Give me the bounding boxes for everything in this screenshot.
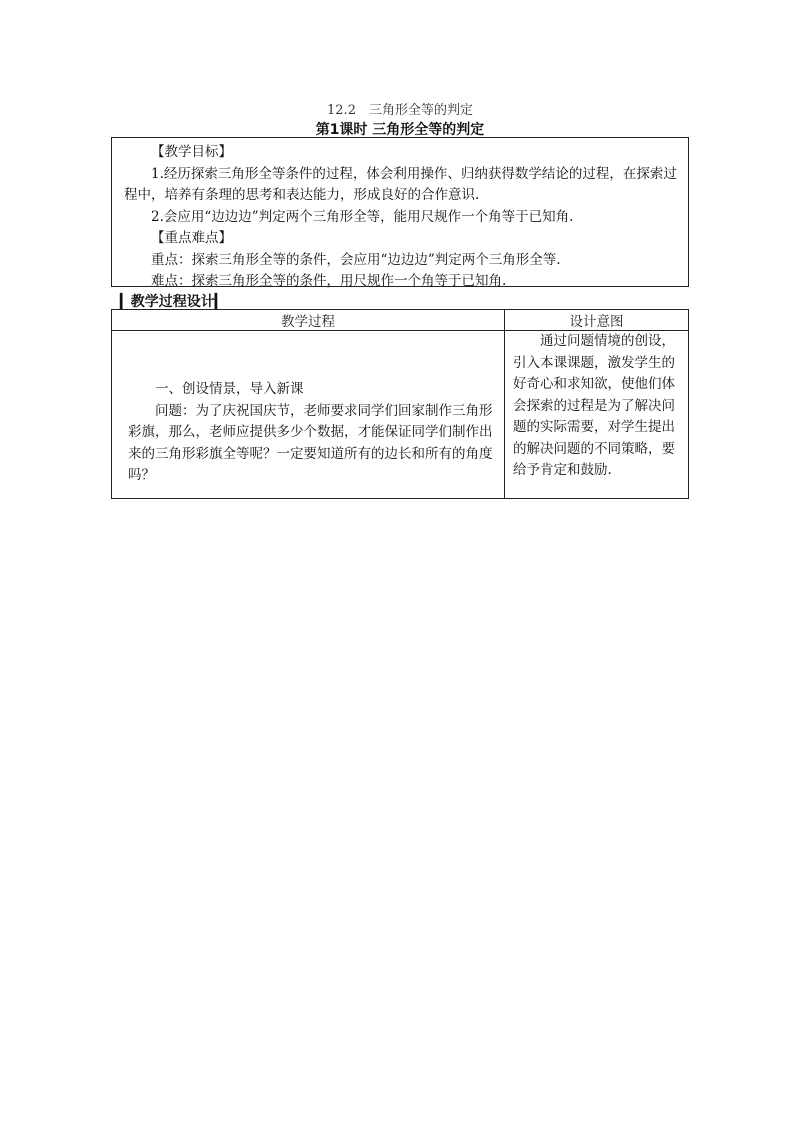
key-point: 重点：探索三角形全等的条件，会应用“边边边”判定两个三角形全等.	[151, 251, 561, 268]
intent-text: 通过问题情境的创设，引入本课课题，激发学生的好奇心和求知欲，使他们体会探索的过程是为了解决问题的实际需要，对学生提出的解决问题的不同策略，要给予肯定和鼓励.	[513, 333, 675, 478]
section-text: 问题：为了庆祝国庆节，老师要求同学们回家制作三角形彩旗，那么，老师应提供多少个数据，才能保证同学们制作出来的三角形彩旗全等呢？一定要知道所有的边长和所有的角度吗？	[128, 402, 493, 483]
goal-item-2: 2.会应用“边边边”判定两个三角形全等，能用尺规作一个角等于已知角.	[151, 208, 574, 225]
table-row	[112, 331, 689, 499]
lesson-title: 第1课时 三角形全等的判定	[315, 122, 485, 138]
chapter-heading: 12.2 三角形全等的判定	[327, 103, 473, 118]
header-process: 教学过程	[112, 310, 505, 331]
goal-item-1: 1.经历探索三角形全等条件的过程，体会利用操作、归纳获得数学结论的过程，在探索过程中，培养有条理的思考和表达能力，形成良好的合作意识.	[124, 165, 677, 203]
goal-label: 【教学目标】	[151, 144, 232, 160]
process-table	[111, 309, 689, 499]
objectives-box	[111, 137, 689, 287]
key-difficulty-label: 【重点难点】	[151, 230, 232, 246]
process-cell	[112, 331, 505, 499]
section-title: 一、创设情景，导入新课	[155, 381, 304, 397]
intent-cell	[505, 331, 689, 499]
difficulty-point: 难点：探索三角形全等的条件，用尺规作一个角等于已知角.	[151, 273, 507, 289]
process-design-label: ▎教学过程设计▎	[120, 294, 226, 310]
header-intent: 设计意图	[505, 310, 689, 331]
table-header-row	[112, 310, 689, 331]
